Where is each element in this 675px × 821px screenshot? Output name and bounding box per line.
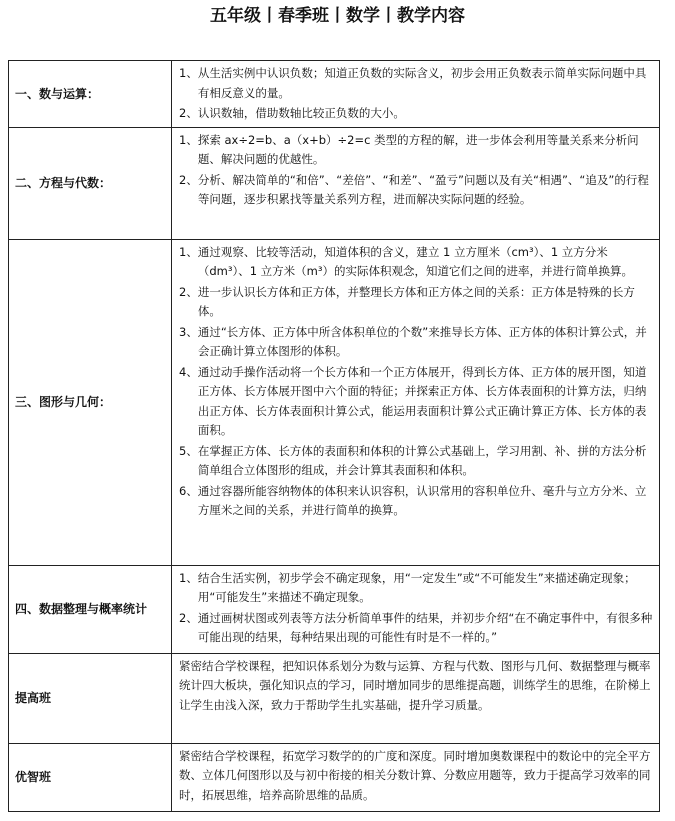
content-cell <box>172 127 660 239</box>
category-cell: 四、数据整理与概率统计 <box>9 565 172 653</box>
list-item: 1、 从生活实例中认识负数；知道正负数的实际含义，初步会用正负数表示简单实际问题中具有相反意义的量。 <box>179 66 647 100</box>
list-item: 1、 探索 ax÷2=b、a（x+b）÷2=c 类型的方程的解，进一步体会利用等量关系来分析问题、解决问题的优越性。 <box>179 132 639 166</box>
category-cell: 三、图形与几何： <box>9 239 172 565</box>
list-item: 5、 在掌握正方体、长方体的表面积和体积的计算公式基础上，学习用割、补、拼的方法分析简单组合立体图形的组成，并会计算其表面积和体积。 <box>179 443 647 477</box>
list-item: 2、 分析、解决简单的“和倍”、“差倍”、“和差”、“盈亏”问题以及有关“相遇”、“追及”的行程等问题，逐步积累找等量关系列方程，进而解决实际问题的经验。 <box>179 172 649 206</box>
curriculum-table <box>8 60 660 812</box>
content-cell <box>172 61 660 128</box>
content-cell <box>172 239 660 565</box>
category-cell: 一、数与运算： <box>9 61 172 128</box>
table-row <box>9 653 660 743</box>
table-row <box>9 743 660 811</box>
content-cell <box>172 653 660 743</box>
category-cell: 优智班 <box>9 743 172 811</box>
table-row <box>9 239 660 565</box>
list-item: 2、 进一步认识长方体和正方体，并整理长方体和正方体之间的关系：正方体是特殊的长方体。 <box>179 284 635 318</box>
paragraph: 紧密结合学校课程，拓宽学习数学的的广度和深度。同时增加奥数课程中的数论中的完全平方数、立体几何图形以及与初中衔接的相关分数计算、分数应用题等，致力于提高学习效率的同时，拓展思维，培养高阶思维的品质。 <box>179 748 651 802</box>
list-item: 6、 通过容器所能容纳物体的体积来认识容积，认识常用的容积单位升、毫升与立方分米、立方厘米之间的关系，并进行简单的换算。 <box>179 483 647 517</box>
category-cell: 二、方程与代数： <box>9 127 172 239</box>
category-cell: 提高班 <box>9 653 172 743</box>
list-item: 3、 通过“长方体、正方体中所含体积单位的个数”来推导长方体、正方体的体积计算公式，并会正确计算立体图形的体积。 <box>179 324 647 358</box>
list-item: 2、 认识数轴，借助数轴比较正负数的大小。 <box>179 106 405 120</box>
table-row <box>9 127 660 239</box>
list-item: 1、 结合生活实例，初步学会不确定现象，用“一定发生”或“不可能发生”来描述确定现象；用“可能发生”来描述不确定现象。 <box>179 570 636 604</box>
list-item: 2、 通过画树状图或列表等方法分析简单事件的结果，并初步介绍“在不确定事件中，有很多种可能出现的结果，每种结果出现的可能性有时是不一样的。” <box>179 610 653 644</box>
list-item: 4、 通过动手操作活动将一个长方体和一个正方体展开，得到长方体、正方体的展开图，知道正方体、长方体展开图中六个面的特征；并探索正方体、长方体表面积的计算方法，归纳出正方体、长方体表面积计算公式，能运用表面积计算公式正确计算正方体、长方体的表面积。 <box>179 364 647 437</box>
paragraph: 紧密结合学校课程，把知识体系划分为数与运算、方程与代数、图形与几何、数据整理与概率统计四大板块，强化知识点的学习，同时增加同步的思维提高题，训练学生的思维，在阶梯上让学生由浅入深，致力于帮助学生扎实基础，提升学习质量。 <box>179 658 651 712</box>
list-item: 1、 通过观察、比较等活动，知道体积的含义，建立 1 立方厘米（cm³）、1 立方分米（dm³）、1 立方米（m³）的实际体积观念，知道它们之间的进率，并进行简单换算。 <box>179 244 633 278</box>
page-title: 五年级丨春季班丨数学丨教学内容 <box>210 6 465 26</box>
content-cell <box>172 565 660 653</box>
table-row <box>9 565 660 653</box>
table-row <box>9 61 660 128</box>
content-cell <box>172 743 660 811</box>
